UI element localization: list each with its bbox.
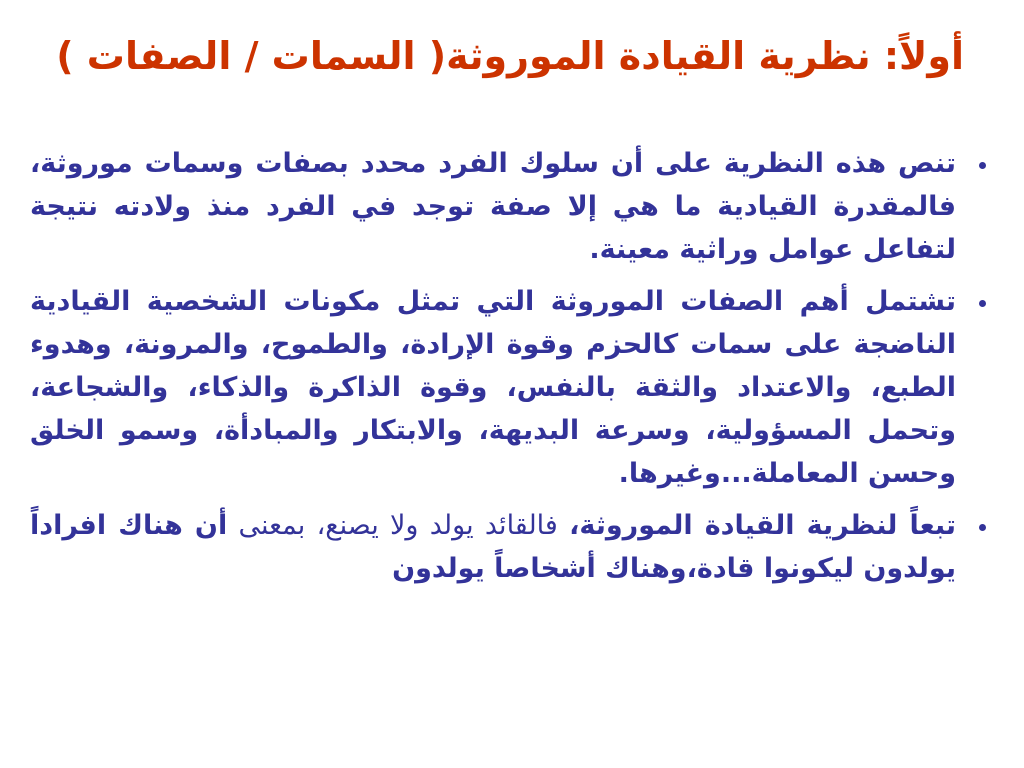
- bullet-item-3: [30, 504, 986, 590]
- bullet-text-1: تنص هذه النظرية على أن سلوك الفرد محدد بصفات وسمات موروثة، فالمقدرة القيادية ما هي إلا صفة توجد في الفرد منذ ولادته نتيجة لتفاعل عوامل وراثية معينة.: [30, 148, 956, 266]
- bullet-text-3-lead: تبعاً لنظرية القيادة الموروثة،: [569, 509, 956, 541]
- slide-title: أولاً: نظرية القيادة الموروثة( السمات / الصفات ): [56, 34, 964, 78]
- bullet-list: [30, 142, 986, 598]
- bullet-text-2: تشتمل أهم الصفات الموروثة التي تمثل مكونات الشخصية القيادية الناضجة على سمات كالحزم وقوة الإرادة، والطموح، والمرونة، وهدوء الطبع، والاعتداد والثقة بالنفس، وقوة الذاكرة والذكاء، والشجاعة، وتحمل المسؤولية، وسرعة البديهة، والابتكار والمبادأة، وسمو الخلق وحسن المعاملة...وغيرها.: [30, 285, 956, 490]
- bullet-dot-icon: [979, 524, 986, 531]
- bullet-text-3-tail: أن هناك افراداً يولدون ليكونوا قادة،وهناك أشخاصاً يولدون: [30, 509, 956, 584]
- bullet-dot-icon: [979, 162, 986, 169]
- bullet-item-2: [30, 280, 986, 496]
- bullet-dot-icon: [979, 300, 986, 307]
- bullet-text-3-middle: فالقائد يولد ولا يصنع، بمعنى: [227, 509, 570, 541]
- bullet-item-1: [30, 142, 986, 272]
